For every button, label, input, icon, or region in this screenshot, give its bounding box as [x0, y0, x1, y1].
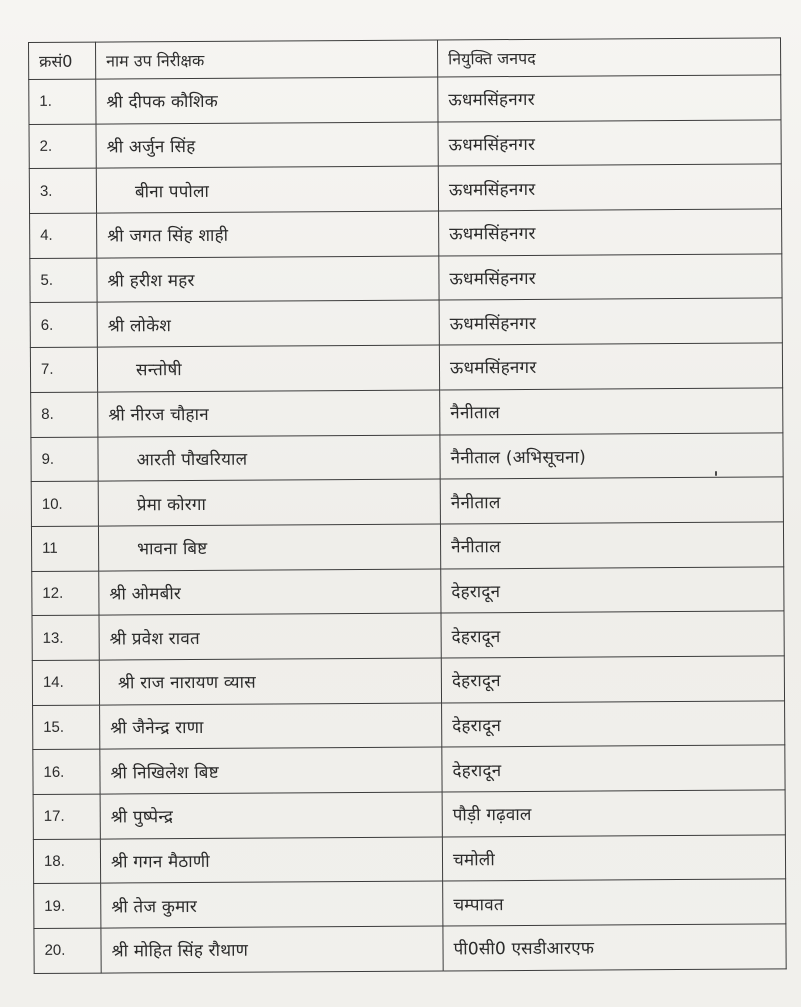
cell-serial-number: 14. [32, 660, 99, 705]
cell-posting-district: देहरादून [442, 701, 785, 748]
table-row [29, 120, 781, 169]
cell-posting-district: चम्पावत [443, 879, 786, 926]
cell-posting-district: नैनीताल [440, 388, 783, 435]
cell-inspector-name: श्री हरीश महर [97, 256, 439, 303]
table-row [30, 209, 782, 258]
cell-inspector-name: श्री पुष्पेन्द्र [100, 792, 442, 839]
cell-posting-district: पी0सी0 एसडीआरएफ [443, 924, 786, 971]
posting-table [28, 37, 787, 973]
cell-posting-district: ऊधमसिंहनगर [439, 343, 782, 390]
table-row [31, 522, 783, 571]
cell-serial-number: 11 [31, 526, 98, 571]
cell-inspector-name: श्री ओमबीर [99, 569, 441, 616]
table-row [30, 298, 782, 347]
table-row [31, 477, 783, 526]
table-row [31, 432, 783, 481]
table-row [34, 924, 786, 973]
cell-inspector-name: श्री दीपक कौशिक [96, 77, 438, 124]
cell-posting-district: देहरादून [441, 656, 784, 703]
ink-speck [715, 471, 717, 476]
table-body [29, 75, 786, 973]
table-row [32, 566, 784, 615]
cell-serial-number: 12. [32, 571, 99, 616]
cell-inspector-name: श्री मोहित सिंह रौथाण [101, 926, 443, 973]
cell-serial-number: 18. [33, 839, 100, 884]
cell-serial-number: 8. [31, 392, 98, 437]
cell-inspector-name: आरती पौखरियाल [98, 434, 440, 481]
cell-posting-district: देहरादून [442, 745, 785, 792]
cell-serial-number: 16. [33, 749, 100, 794]
cell-serial-number: 1. [29, 79, 96, 124]
cell-serial-number: 19. [34, 883, 101, 928]
cell-posting-district: पौड़ी गढ़वाल [442, 790, 785, 837]
cell-serial-number: 4. [30, 213, 97, 258]
table-row [30, 343, 782, 392]
cell-serial-number: 10. [31, 481, 98, 526]
cell-serial-number: 3. [29, 168, 96, 213]
header-sub-inspector-name: नाम उप निरीक्षक [96, 40, 438, 79]
header-row [29, 38, 781, 80]
cell-serial-number: 13. [32, 615, 99, 660]
cell-inspector-name: प्रेमा कोरगा [98, 479, 440, 526]
cell-serial-number: 7. [30, 347, 97, 392]
table-row [33, 701, 785, 750]
cell-serial-number: 17. [33, 794, 100, 839]
table-row [33, 790, 785, 839]
cell-serial-number: 20. [34, 928, 101, 973]
cell-posting-district: ऊधमसिंहनगर [438, 120, 781, 167]
table-row [31, 388, 783, 437]
cell-inspector-name: श्री नीरज चौहान [98, 390, 440, 437]
header-posting-district: नियुक्ति जनपद [437, 38, 780, 77]
cell-inspector-name: श्री लोकेश [97, 300, 439, 347]
cell-serial-number: 9. [31, 437, 98, 482]
table-row [33, 835, 785, 884]
table-row [30, 254, 782, 303]
cell-posting-district: ऊधमसिंहनगर [439, 254, 782, 301]
cell-inspector-name: श्री राज नारायण व्यास [99, 658, 441, 705]
cell-posting-district: ऊधमसिंहनगर [439, 209, 782, 256]
cell-posting-district: ऊधमसिंहनगर [438, 164, 781, 211]
cell-serial-number: 15. [33, 705, 100, 750]
table-row [34, 879, 786, 928]
cell-serial-number: 2. [29, 124, 96, 169]
cell-posting-district: देहरादून [441, 611, 784, 658]
cell-serial-number: 6. [30, 303, 97, 348]
cell-inspector-name: श्री अर्जुन सिंह [96, 122, 438, 169]
cell-inspector-name: बीना पपोला [96, 166, 438, 213]
cell-serial-number: 5. [30, 258, 97, 303]
cell-posting-district: नैनीताल (अभिसूचना) [440, 432, 783, 479]
cell-inspector-name: श्री जैनेन्द्र राणा [100, 703, 442, 750]
cell-posting-district: देहरादून [441, 566, 784, 613]
cell-inspector-name: श्री निखिलेश बिष्ट [100, 747, 442, 794]
cell-inspector-name: श्री तेज कुमार [101, 881, 443, 928]
cell-inspector-name: सन्तोषी [97, 345, 439, 392]
table-row [29, 75, 781, 124]
table-header [29, 38, 781, 80]
cell-posting-district: चमोली [442, 835, 785, 882]
cell-posting-district: ऊधमसिंहनगर [438, 75, 781, 122]
table-row [29, 164, 781, 213]
cell-inspector-name: भावना बिष्ट [98, 524, 440, 571]
table-row [32, 611, 784, 660]
cell-posting-district: नैनीताल [440, 522, 783, 569]
header-serial-number: क्रसं0 [29, 42, 96, 79]
cell-posting-district: ऊधमसिंहनगर [439, 298, 782, 345]
cell-posting-district: नैनीताल [440, 477, 783, 524]
cell-inspector-name: श्री जगत सिंह शाही [97, 211, 439, 258]
cell-inspector-name: श्री प्रवेश रावत [99, 613, 441, 660]
table-row [33, 745, 785, 794]
cell-inspector-name: श्री गगन मैठाणी [100, 837, 442, 884]
table-row [32, 656, 784, 705]
